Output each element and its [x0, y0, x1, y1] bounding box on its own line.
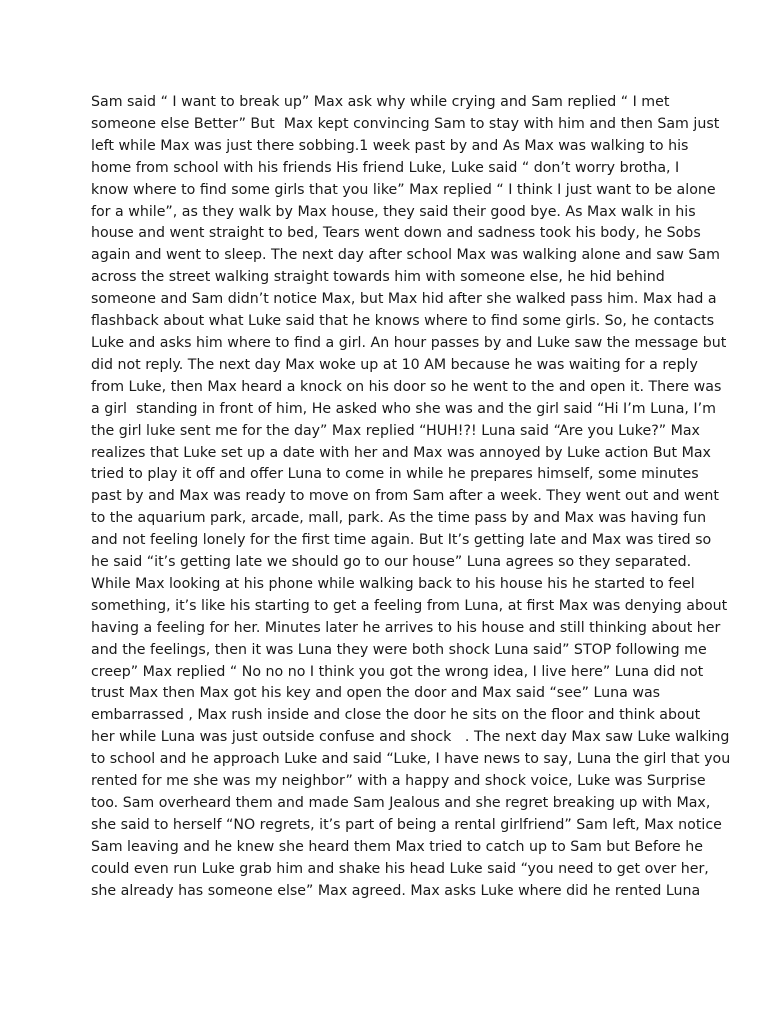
text-line: he said “it’s getting late we should go to our house” Luna agrees so they separated.: [91, 554, 692, 571]
text-line: did not reply. The next day Max woke up at 10 AM because he was waiting for a reply: [91, 356, 698, 373]
text-line: know where to find some girls that you like” Max replied “ I think I just want to be alone: [91, 181, 716, 198]
text-line: to school and he approach Luke and said “Luke, I have news to say, Luna the girl that you: [91, 751, 731, 768]
text-line: and the feelings, then it was Luna they were both shock Luna said” STOP following me: [91, 641, 707, 658]
text-line: flashback about what Luke said that he knows where to find some girls. So, he contacts: [91, 313, 715, 330]
text-line: Sam said “ I want to break up” Max ask why while crying and Sam replied “ I met: [91, 94, 670, 110]
text-line: someone else Better” But Max kept convincing Sam to stay with him and then Sam just: [91, 115, 720, 132]
text-line: something, it’s like his starting to get a feeling from Luna, at first Max was denying about: [91, 597, 728, 614]
text-line: home from school with his friends His friend Luke, Luke said “ don’t worry brotha, I: [91, 159, 680, 176]
story-paragraph: [91, 92, 731, 903]
text-line: from Luke, then Max heard a knock on his door so he went to the and open it. There was: [91, 378, 722, 395]
text-line: While Max looking at his phone while walking back to his house his he started to feel: [91, 575, 695, 592]
text-line: house and went straight to bed, Tears went down and sadness took his body, he Sobs: [91, 225, 701, 242]
text-line: again and went to sleep. The next day after school Max was walking alone and saw Sam: [91, 247, 720, 264]
text-line: she said to herself “NO regrets, it’s part of being a rental girlfriend” Sam left, Max notice: [91, 816, 722, 833]
text-line: to the aquarium park, arcade, mall, park. As the time pass by and Max was having fun: [91, 510, 707, 527]
text-line: across the street walking straight towards him with someone else, he hid behind: [91, 269, 665, 286]
text-line: having a feeling for her. Minutes later he arrives to his house and still thinking about her: [91, 619, 721, 636]
text-line: embarrassed , Max rush inside and close the door he sits on the floor and think about: [91, 707, 701, 724]
text-line: for a while”, as they walk by Max house, they said their good bye. As Max walk in his: [91, 203, 696, 220]
text-line: a girl standing in front of him, He asked who she was and the girl said “Hi I’m Luna, I’m: [91, 400, 716, 417]
text-line: she already has someone else” Max agreed. Max asks Luke where did he rented Luna: [91, 882, 701, 899]
text-line: realizes that Luke set up a date with her and Max was annoyed by Luke action But Max: [91, 444, 711, 461]
text-line: Sam leaving and he knew she heard them Max tried to catch up to Sam but Before he: [91, 838, 703, 855]
text-line: her while Luna was just outside confuse and shock . The next day Max saw Luke walking: [91, 729, 730, 746]
text-line: Luke and asks him where to find a girl. An hour passes by and Luke saw the message but: [91, 334, 727, 351]
text-line: could even run Luke grab him and shake his head Luke said “you need to get over her,: [91, 860, 709, 877]
text-line: rented for me she was my neighbor” with a happy and shock voice, Luke was Surprise: [91, 773, 706, 790]
text-line: someone and Sam didn’t notice Max, but Max hid after she walked pass him. Max had a: [91, 291, 717, 308]
text-line: left while Max was just there sobbing.1 week past by and As Max was walking to his: [91, 137, 689, 154]
text-line: creep” Max replied “ No no no I think you got the wrong idea, I live here” Luna did not: [91, 663, 704, 680]
text-line: tried to play it off and offer Luna to come in while he prepares himself, some minutes: [91, 466, 699, 483]
text-line: the girl luke sent me for the day” Max replied “HUH!?! Luna said “Are you Luke?” Max: [91, 422, 700, 439]
text-line: and not feeling lonely for the first time again. But It’s getting late and Max was tired so: [91, 532, 712, 549]
text-line: too. Sam overheard them and made Sam Jealous and she regret breaking up with Max,: [91, 795, 711, 811]
text-line: past by and Max was ready to move on from Sam after a week. They went out and went: [91, 488, 719, 505]
text-line: trust Max then Max got his key and open the door and Max said “see” Luna was: [91, 685, 661, 702]
